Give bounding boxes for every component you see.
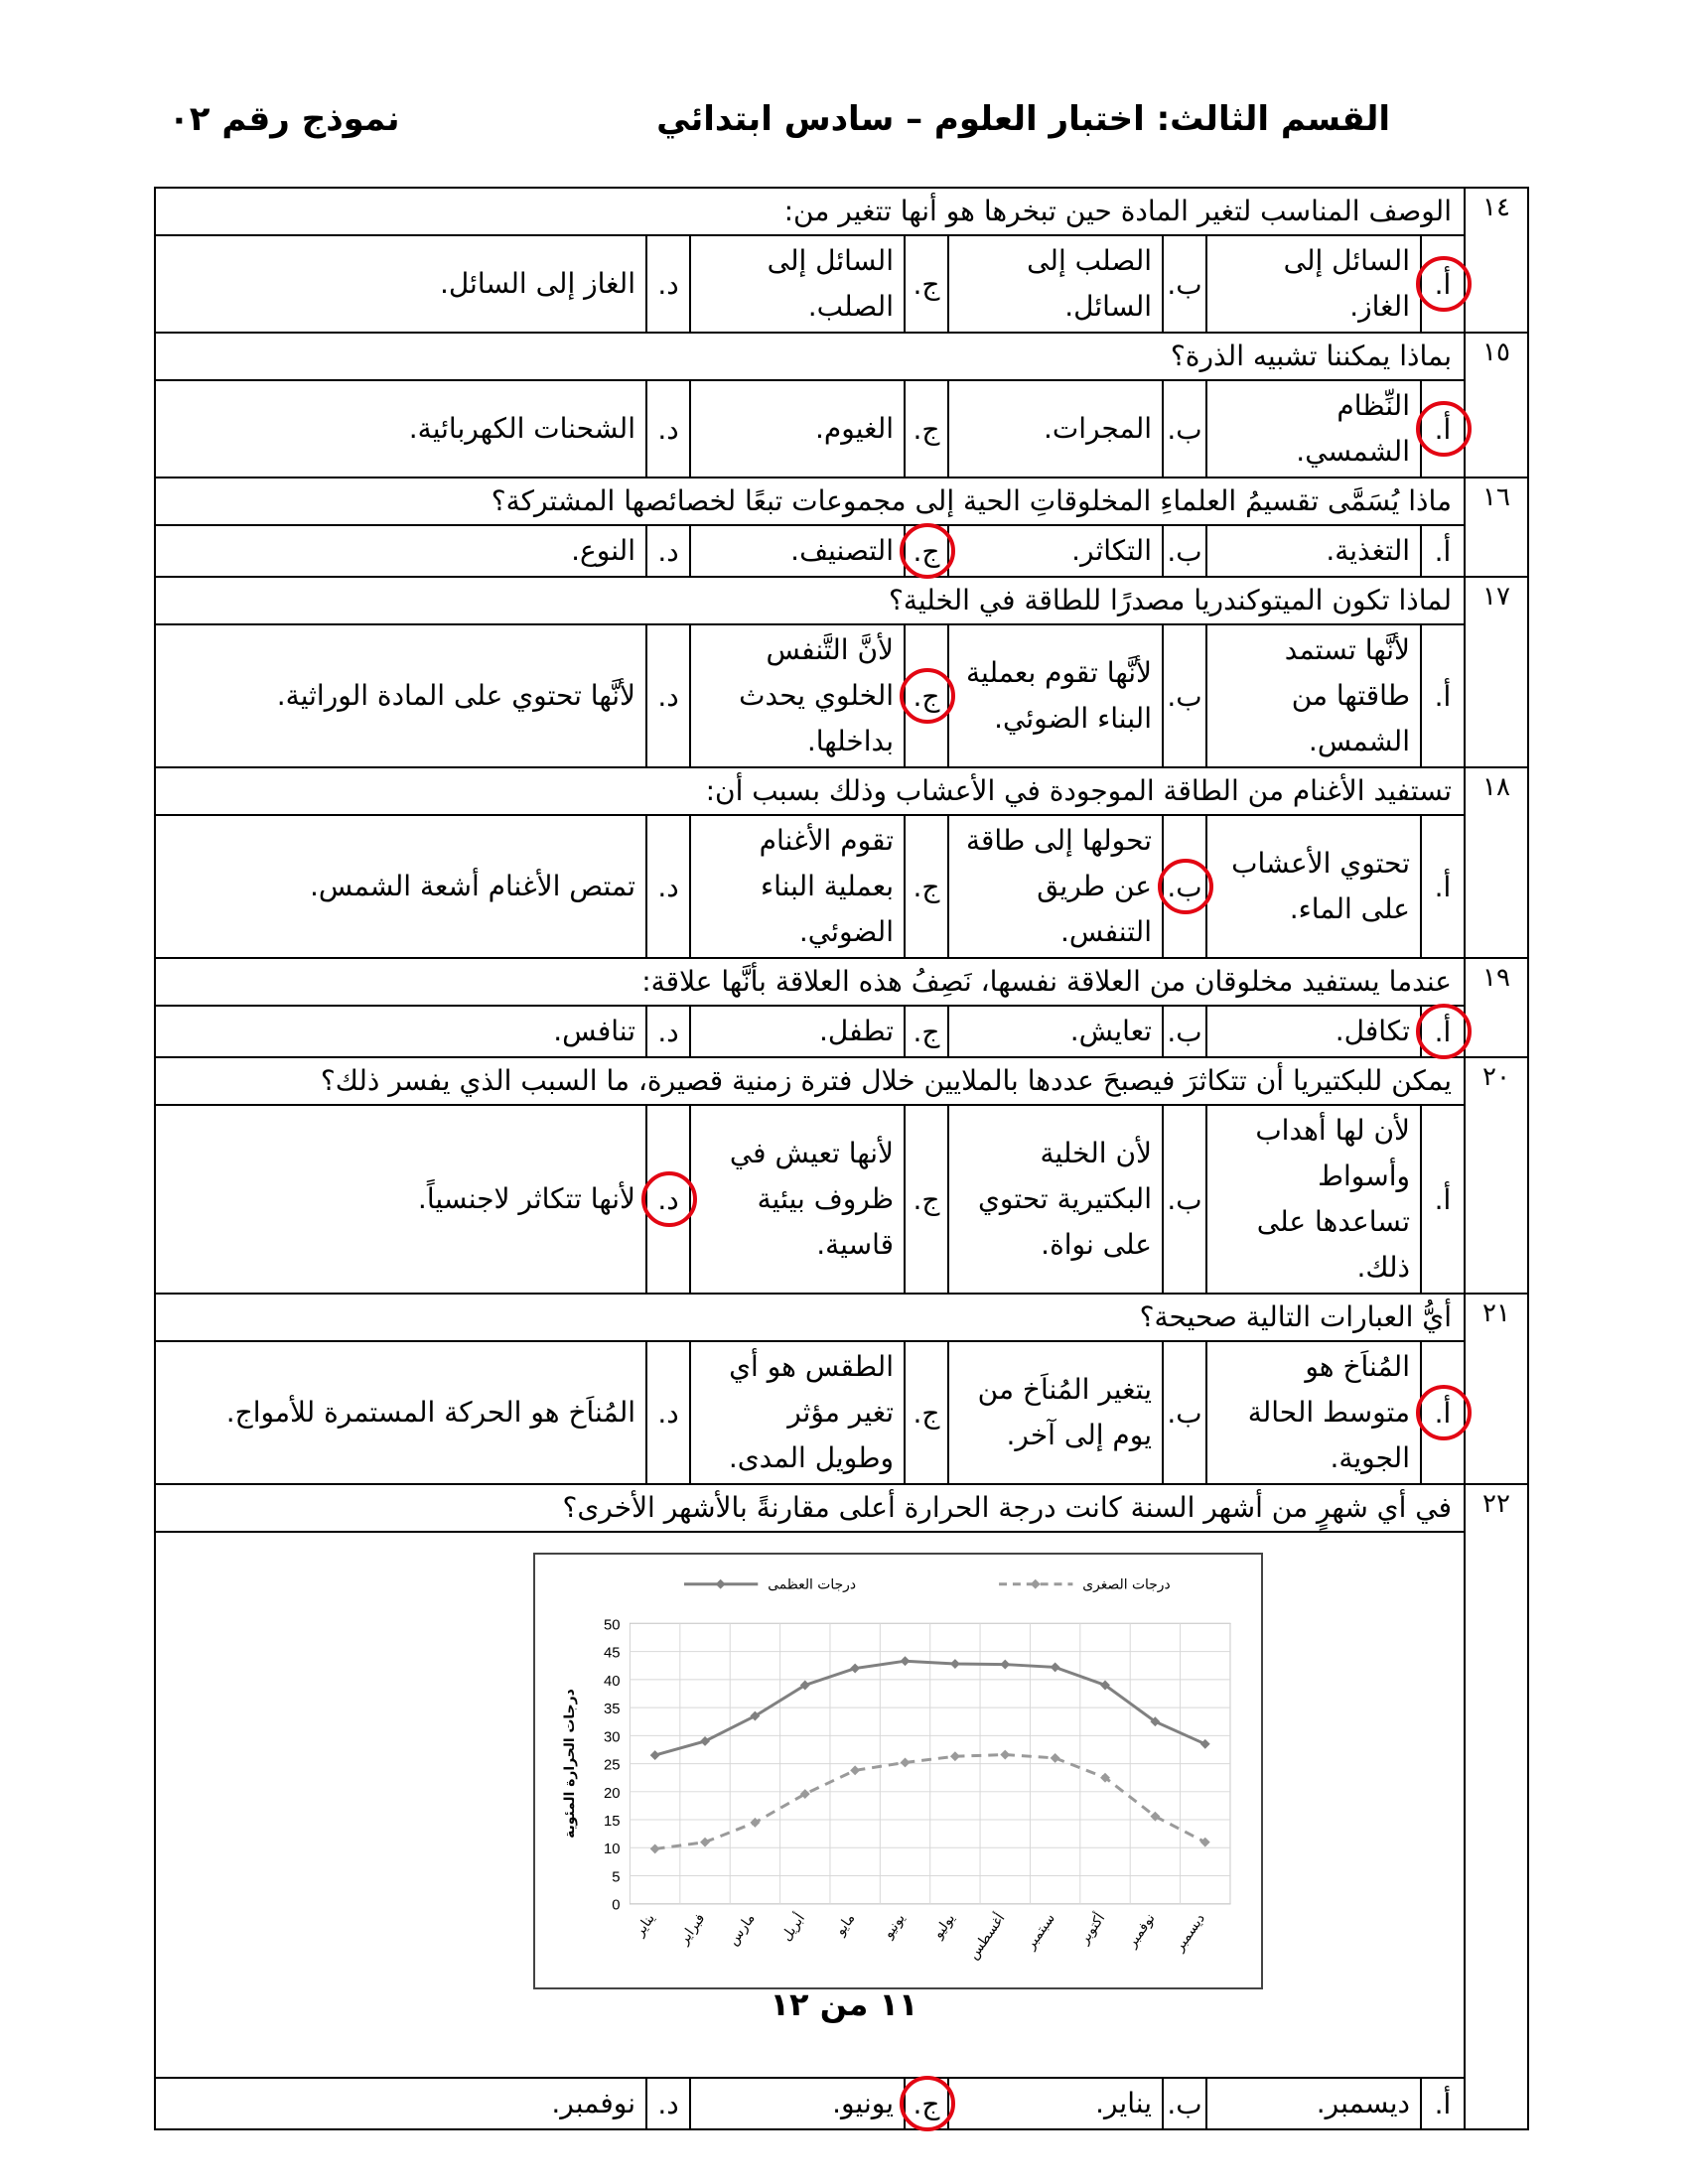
option-text[interactable]: تنافس. — [553, 1015, 635, 1047]
option-text[interactable]: النوع. — [571, 534, 635, 567]
option-letter[interactable] — [645, 2079, 689, 2128]
data-point — [1000, 1660, 1010, 1670]
x-tick-label: مايو — [832, 1910, 859, 1939]
option-letter-text: أ. — [1434, 1182, 1452, 1216]
option-text[interactable]: التكاثر. — [947, 526, 1162, 576]
option-letter[interactable] — [904, 625, 947, 766]
options-row — [156, 625, 1464, 766]
question-body — [156, 1058, 1464, 1293]
data-point — [901, 1656, 911, 1666]
option-letter[interactable] — [1162, 816, 1205, 957]
question-text: الوصف المناسب لتغير المادة حين تبخرها هو أنها تتغير من: — [156, 189, 1464, 236]
data-point — [1000, 1750, 1010, 1760]
data-point — [700, 1838, 710, 1847]
data-point — [650, 1843, 660, 1853]
question-number: ٢٠ — [1464, 1058, 1527, 1293]
data-point — [850, 1664, 860, 1674]
option-text[interactable]: لأنها تتكاثر لاجنسياً. — [417, 1182, 635, 1215]
option-letter-text: د. — [657, 1396, 679, 1430]
y-tick-label: 0 — [612, 1897, 621, 1914]
option-letter[interactable] — [1162, 236, 1205, 332]
question-body — [156, 189, 1464, 332]
option-letter[interactable] — [645, 1342, 689, 1483]
option-letter-text: ج. — [913, 267, 940, 301]
x-tick-label: نوفمبر — [1124, 1910, 1159, 1951]
option-letter-text: ج. — [913, 534, 940, 568]
question-text: بماذا يمكننا تشبيه الذرة؟ — [156, 334, 1464, 381]
option-letter-text: أ. — [1434, 534, 1452, 568]
option-text[interactable]: نوفمبر. — [551, 2087, 635, 2119]
options-row — [156, 381, 1464, 477]
y-axis-label: درجات الحرارة المئوية — [561, 1689, 578, 1839]
question-text: عندما يستفيد مخلوقان من العلاقة نفسها، نَصِفُ هذه العلاقة بأنَّها علاقة: — [156, 959, 1464, 1007]
y-tick-label: 5 — [612, 1869, 621, 1886]
option-text[interactable]: لأنَّها تستمد طاقتها من الشمس. — [1205, 625, 1420, 766]
question-row — [156, 959, 1527, 1058]
option-letter[interactable] — [904, 1342, 947, 1483]
option-letter-text: د. — [657, 2087, 679, 2120]
option-letter[interactable] — [904, 2079, 947, 2128]
answer-circle-mark — [900, 668, 955, 724]
answer-circle-mark — [1416, 1385, 1472, 1440]
option-letter-text: د. — [657, 1182, 679, 1216]
question-number: ٢٢ — [1464, 1485, 1527, 2128]
option-letter[interactable] — [904, 236, 947, 332]
data-point — [650, 1750, 660, 1760]
option-letter-text: د. — [657, 534, 679, 568]
options-row — [156, 1007, 1464, 1056]
data-point — [700, 1736, 710, 1746]
option-text[interactable]: تعايش. — [947, 1007, 1162, 1056]
option-letter[interactable] — [1420, 816, 1464, 957]
option-text[interactable]: تحتوي الأعشاب على الماء. — [1205, 816, 1420, 957]
option-text[interactable]: الغاز إلى السائل. — [439, 267, 635, 300]
option-text[interactable]: الطقس هو أي تغير مؤثر وطويل المدى. — [689, 1342, 904, 1483]
option-letter[interactable] — [904, 1007, 947, 1056]
question-row — [156, 1058, 1527, 1295]
x-tick-label: أغسطس — [965, 1910, 1009, 1963]
question-text: لماذا تكون الميتوكندريا مصدرًا للطاقة في الخلية؟ — [156, 578, 1464, 625]
option-letter-text: ب. — [1167, 412, 1202, 446]
option-letter-text: أ. — [1434, 679, 1452, 713]
option-text[interactable]: الغيوم. — [689, 381, 904, 477]
question-number: ١٤ — [1464, 189, 1527, 332]
option-letter-text: د. — [657, 267, 679, 301]
question-text: في أي شهرٍ من أشهر السنة كانت درجة الحرارة أعلى مقارنةً بالأشهر الأخرى؟ — [156, 1485, 1464, 1533]
question-row — [156, 1295, 1527, 1485]
question-body — [156, 959, 1464, 1056]
legend-marker — [716, 1579, 726, 1589]
option-letter[interactable] — [645, 526, 689, 576]
question-number: ١٦ — [1464, 478, 1527, 576]
y-tick-label: 25 — [604, 1757, 621, 1774]
option-letter-text: ب. — [1167, 870, 1202, 903]
option-letter[interactable] — [645, 816, 689, 957]
options-row — [156, 1106, 1464, 1293]
question-body — [156, 768, 1464, 957]
x-tick-label: أبريل — [777, 1910, 809, 1945]
question-body — [156, 334, 1464, 477]
option-letter[interactable] — [1162, 381, 1205, 477]
options-row — [156, 236, 1464, 332]
option-letter-text: ج. — [913, 870, 940, 903]
option-letter[interactable] — [1420, 236, 1464, 332]
option-letter-text: ب. — [1167, 267, 1202, 301]
answer-circle-mark — [641, 1171, 697, 1227]
question-body — [156, 1485, 1464, 2128]
options-row — [156, 816, 1464, 957]
option-text[interactable]: يونيو. — [689, 2079, 904, 2128]
option-letter-text: ب. — [1167, 1182, 1202, 1216]
option-letter-text: د. — [657, 679, 679, 713]
option-letter[interactable] — [645, 1007, 689, 1056]
option-text[interactable]: لأنها تعيش في ظروف بيئية قاسية. — [689, 1106, 904, 1293]
option-letter-text: د. — [657, 870, 679, 903]
option-text[interactable]: لأنَّها تقوم بعملية البناء الضوئي. — [947, 625, 1162, 766]
data-point — [950, 1659, 960, 1669]
answer-circle-mark — [1416, 401, 1472, 457]
option-letter[interactable] — [645, 381, 689, 477]
data-point — [1051, 1662, 1060, 1672]
question-number: ١٨ — [1464, 768, 1527, 957]
question-row — [156, 578, 1527, 768]
options-row — [156, 526, 1464, 576]
option-letter-text: ب. — [1167, 1015, 1202, 1048]
question-body — [156, 578, 1464, 766]
question-row — [156, 478, 1527, 578]
option-text[interactable]: الشحنات الكهربائية. — [408, 412, 635, 445]
legend-marker — [1031, 1579, 1041, 1589]
question-text: يمكن للبكتيريا أن تتكاثرَ فيصبحَ عددها بالملايين خلال فترة زمنية قصيرة، ما السبب الذي يفسر ذلك؟ — [156, 1058, 1464, 1106]
option-letter[interactable] — [645, 236, 689, 332]
option-letter[interactable] — [904, 816, 947, 957]
option-letter[interactable] — [645, 625, 689, 766]
option-text[interactable]: تكافل. — [1205, 1007, 1420, 1056]
data-point — [950, 1751, 960, 1761]
option-letter[interactable] — [1162, 526, 1205, 576]
question-number: ١٩ — [1464, 959, 1527, 1056]
question-body — [156, 478, 1464, 576]
answer-circle-mark — [1416, 1004, 1472, 1059]
y-tick-label: 40 — [604, 1673, 621, 1690]
option-letter-text: ج. — [913, 412, 940, 446]
option-text[interactable]: تحولها إلى طاقة عن طريق التنفس. — [947, 816, 1162, 957]
option-text[interactable]: المُناَخ هو الحركة المستمرة للأمواج. — [225, 1396, 635, 1429]
option-letter-text: ب. — [1167, 2087, 1202, 2120]
option-text[interactable]: ديسمبر. — [1205, 2079, 1420, 2128]
exam-table — [154, 187, 1529, 2130]
question-text: أيُّ العبارات التالية صحيحة؟ — [156, 1295, 1464, 1342]
x-tick-label: مارس — [725, 1910, 759, 1949]
legend-label: درجات العظمى — [768, 1576, 857, 1593]
y-tick-label: 50 — [604, 1617, 621, 1634]
option-text[interactable]: المجرات. — [947, 381, 1162, 477]
data-point — [1200, 1739, 1210, 1749]
data-point — [1051, 1753, 1060, 1763]
option-letter[interactable] — [1162, 1342, 1205, 1483]
option-text[interactable]: الصلب إلى السائل. — [947, 236, 1162, 332]
option-letter-text: ب. — [1167, 1396, 1202, 1430]
option-text[interactable]: لأن لها أهداب وأسواط تساعدها على ذلك. — [1205, 1106, 1420, 1293]
option-letter[interactable] — [1162, 625, 1205, 766]
option-text[interactable]: لأنَّ التَّنفس الخلوي يحدث بداخلها. — [689, 625, 904, 766]
question-number: ٢١ — [1464, 1295, 1527, 1483]
option-letter-text: د. — [657, 1015, 679, 1048]
option-letter-text: د. — [657, 412, 679, 446]
data-point — [1200, 1838, 1210, 1847]
answer-circle-mark — [900, 2076, 955, 2131]
option-letter[interactable] — [1162, 2079, 1205, 2128]
option-text[interactable]: تمتص الأغنام أشعة الشمس. — [310, 870, 635, 902]
option-letter-text: أ. — [1434, 412, 1452, 446]
data-point — [901, 1757, 911, 1767]
question-text: تستفيد الأغنام من الطاقة الموجودة في الأعشاب وذلك بسبب أن: — [156, 768, 1464, 816]
option-letter-text: أ. — [1434, 870, 1452, 903]
x-tick-label: أكتوبر — [1076, 1910, 1109, 1948]
option-text[interactable]: تقوم الأغنام بعملية البناء الضوئي. — [689, 816, 904, 957]
option-letter-text: أ. — [1434, 2087, 1452, 2120]
options-row — [156, 2079, 1464, 2128]
question-body — [156, 1295, 1464, 1483]
option-text[interactable]: لأنَّها تحتوي على المادة الوراثية. — [276, 679, 635, 712]
option-letter-text: ج. — [913, 1396, 940, 1430]
option-letter[interactable] — [1420, 1007, 1464, 1056]
page-header — [169, 99, 1519, 159]
question-row — [156, 189, 1527, 334]
y-tick-label: 10 — [604, 1842, 621, 1858]
option-text[interactable]: يناير. — [947, 2079, 1162, 2128]
data-point — [850, 1765, 860, 1775]
option-text[interactable]: المُناَخ هو متوسط الحالة الجوية. — [1205, 1342, 1420, 1483]
x-tick-label: فبراير — [675, 1910, 709, 1948]
option-letter-text: ج. — [913, 1015, 940, 1048]
option-letter-text: ج. — [913, 1182, 940, 1216]
option-letter[interactable] — [1420, 1106, 1464, 1293]
y-tick-label: 15 — [604, 1813, 621, 1830]
x-tick-label: يونيو — [880, 1910, 909, 1942]
option-letter-text: أ. — [1434, 267, 1452, 301]
page-title: القسم الثالث: اختبار العلوم – سادس ابتدائي — [656, 99, 1390, 139]
option-letter-text: أ. — [1434, 1396, 1452, 1430]
x-tick-label: ديسمبر — [1171, 1910, 1209, 1955]
option-letter[interactable] — [904, 1106, 947, 1293]
option-letter[interactable] — [1420, 381, 1464, 477]
answer-circle-mark — [1158, 859, 1213, 914]
answer-circle-mark — [1416, 256, 1472, 312]
legend-label: درجات الصغرى — [1082, 1576, 1171, 1593]
option-letter[interactable] — [1420, 1342, 1464, 1483]
option-text[interactable]: السائل إلى الصلب. — [689, 236, 904, 332]
x-tick-label: يناير — [632, 1910, 658, 1940]
model-number: نموذج رقم ٠٢ — [169, 99, 400, 139]
option-letter[interactable] — [645, 1106, 689, 1293]
options-row — [156, 1342, 1464, 1483]
y-tick-label: 45 — [604, 1645, 621, 1662]
option-letter-text: أ. — [1434, 1015, 1452, 1048]
option-text[interactable]: يتغير المُناَخ من يوم إلى آخر. — [947, 1342, 1162, 1483]
option-text[interactable]: لأن الخلية البكتيرية تحتوي على نواة. — [947, 1106, 1162, 1293]
option-text[interactable]: النِّظام الشمسي. — [1205, 381, 1420, 477]
option-letter[interactable] — [1162, 1007, 1205, 1056]
option-text[interactable]: التصنيف. — [689, 526, 904, 576]
option-letter[interactable] — [904, 526, 947, 576]
chart-svg — [535, 1555, 1261, 1987]
question-text: ماذا يُسَمَّى تقسيمُ العلماءِ المخلوقاتِ الحية إلى مجموعات تبعًا لخصائصها المشتركة؟ — [156, 478, 1464, 526]
option-letter-text: ج. — [913, 2087, 940, 2120]
answer-circle-mark — [900, 523, 955, 579]
y-tick-label: 20 — [604, 1785, 621, 1802]
question-number: ١٥ — [1464, 334, 1527, 477]
question-row — [156, 768, 1527, 959]
option-letter[interactable] — [1420, 625, 1464, 766]
option-text[interactable]: السائل إلى الغاز. — [1205, 236, 1420, 332]
question-row — [156, 1485, 1527, 2128]
x-tick-label: يوليو — [929, 1910, 959, 1942]
option-letter[interactable] — [1162, 1106, 1205, 1293]
y-tick-label: 30 — [604, 1729, 621, 1746]
option-text[interactable]: تطفل. — [689, 1007, 904, 1056]
question-number: ١٧ — [1464, 578, 1527, 766]
option-text[interactable]: التغذية. — [1205, 526, 1420, 576]
option-letter[interactable] — [904, 381, 947, 477]
option-letter[interactable] — [1420, 526, 1464, 576]
option-letter-text: ب. — [1167, 679, 1202, 713]
y-tick-label: 35 — [604, 1702, 621, 1718]
option-letter-text: ب. — [1167, 534, 1202, 568]
temperature-chart — [533, 1553, 1263, 1989]
option-letter-text: ج. — [913, 679, 940, 713]
option-letter[interactable] — [1420, 2079, 1464, 2128]
x-tick-label: سبتمبر — [1022, 1910, 1058, 1953]
question-row — [156, 334, 1527, 478]
page-number: ١١ من ١٢ — [770, 1985, 918, 2023]
